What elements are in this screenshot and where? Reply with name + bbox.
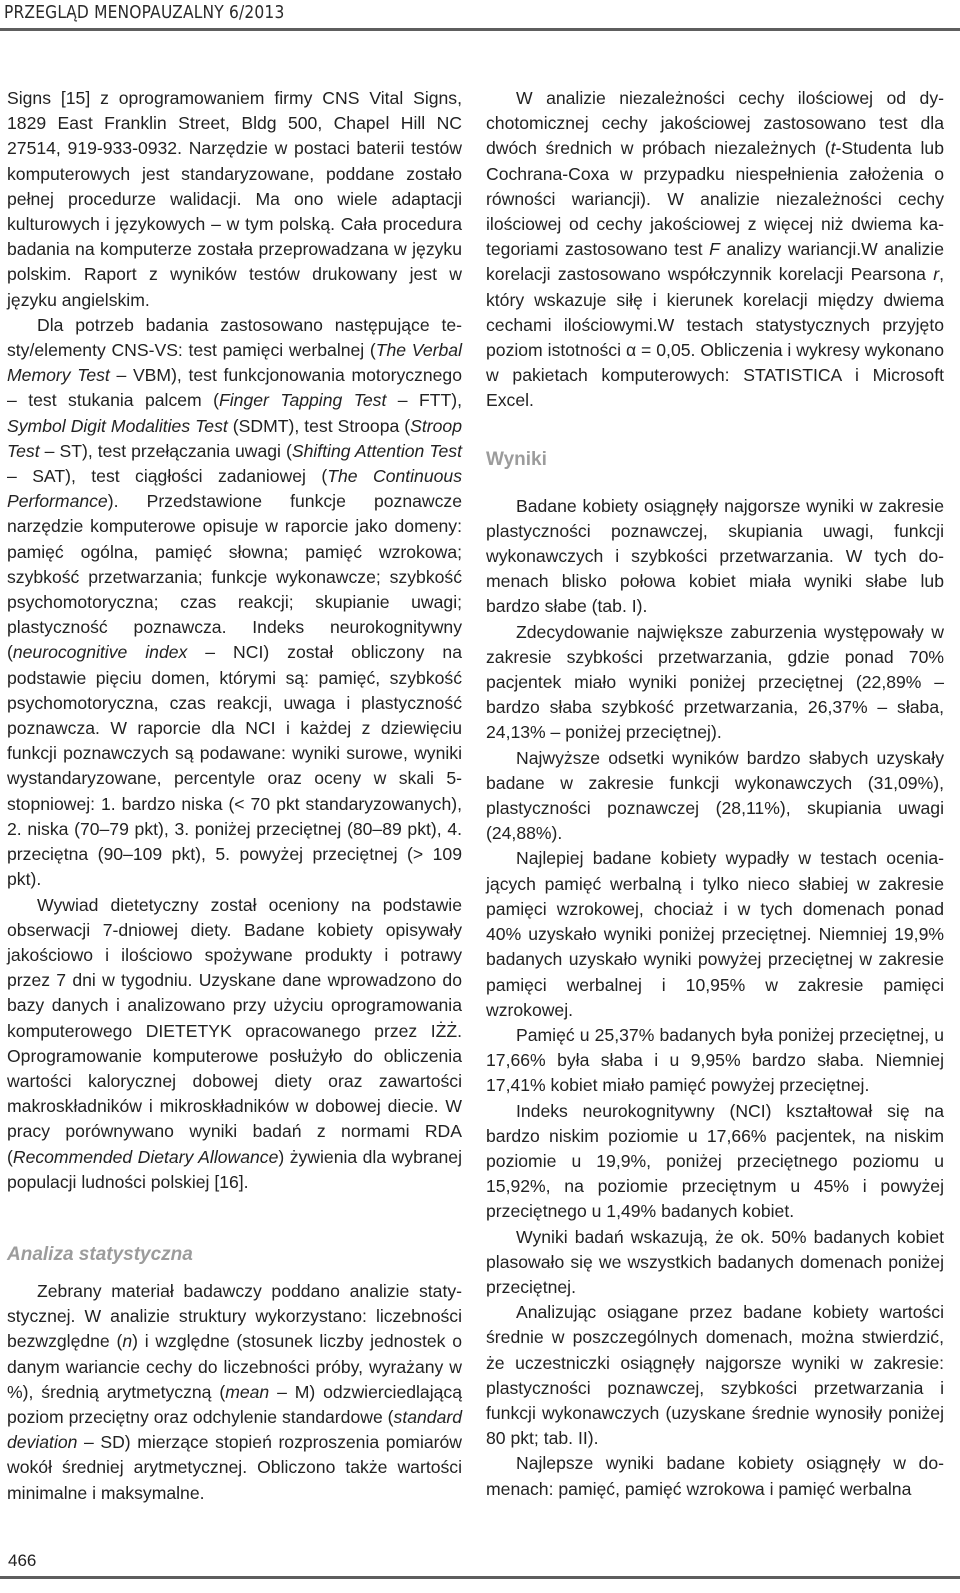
page-number: 466 <box>8 1551 37 1570</box>
paragraph-results-worst: Badane kobiety osiągnęły najgorsze wyniki w zakresie plastyczności poznawczej, skupiania uwagi, funkcji wykonawczych i szybkości przetwarzania. W tych domenach blisko połowa kobiet miała wyniki słabe lub bardzo słabe (tab. I). <box>486 495 944 617</box>
paragraph-independence-tests: W analizie niezależności cechy ilościowej od dychotomicznej cechy jakościowej zastosowano test dla dwóch średnich w próbach niezależnych (t-Studenta lub Cochrana-Coxa w przypadku niespełnienia założenia o równości wariancji). W analizie niezależności cechy ilościowej od cechy jakościowej z więcej niż dwiema kategoriami zastosowano test F analizy wariancji.W analizie korelacji zastosowano współczynnik korelacji Pearsona r, który wskazuje siłę i kierunek korelacji między dwiema cechami ilościowymi.W testach statystycznych przyjęto poziom istotności α = 0,05. Obliczenia i wykresy wykonano w pakietach komputerowych: STATISTICA i Microsoft Excel. <box>486 88 945 411</box>
paragraph-results-memory: Pamięć u 25,37% badanych była poniżej przeciętnej, u 17,66% była słaba i u 9,95% bardzo słaba. Niemniej 17,41% kobiet miało pamięć powyżej przeciętnej. <box>486 1024 944 1096</box>
section-heading-statistical-analysis: Analiza statystyczna <box>7 1243 193 1265</box>
paragraph-results-nci: Indeks neurokognitywny (NCI) kształtował się na bardzo niskim poziomie u 17,66% pacjentek, na niskim poziomie u 19,9%, poniżej przeciętnego poziomu u 15,92%, na poziomie przeciętnym u 45% i powyżej przeciętnego u 1,49% badanych kobiet. <box>486 1100 944 1222</box>
journal-header-title: PRZEGLĄD MENOPAUZALNY 6/2013 <box>4 2 285 23</box>
paragraph-results-best-domains: Najlepsze wyniki badane kobiety osiągnęły w domenach: pamięć, pamięć wzrokowa i pamięć werbalna <box>486 1453 944 1499</box>
paragraph-statistical-methods: Zebrany materiał badawczy poddano analizie statystycznej. W analizie struktury wykorzystano: liczebności bezwzględne (n) i względne (stosunek liczby jednostek o danym wariancie cechy do liczebności próby, wyrażany w %), średnią arytmetyczną (mean – M) odzwierciedlającą poziom przeciętny oraz odchylenie standardowe (standard deviation – SD) mierzące stopień rozproszenia pomiarów wokół średniej arytmetycznej. Obliczono także wartości minimalne i maksymalne. <box>7 1280 462 1503</box>
paragraph-results-processing-speed: Zdecydowanie największe zaburzenia występowały w zakresie szybkości przetwarzania, gdzie ponad 70% pacjentek miało wyniki poniżej przeciętnej (22,89% – bardzo słaba szybkość przetwarzania, 26,37% – słaba, 24,13% – poniżej przeciętnej). <box>486 621 944 743</box>
paragraph-cns-vital-signs: Signs [15] z oprogramowaniem firmy CNS Vital Signs, 1829 East Franklin Street, Bldg 500, Chapel Hill NC 27514, 919-933-0932. Narzędzie w postaci baterii testów komputerowych jest standaryzowane, poddane zostało pełnej procedurze walidacji. Ma ono wiele adaptacji kulturowych i językowych – w tym polską. Cała procedura badania na komputerze została przeprowadzana w języku polskim. Raport z wyników testów drukowany jest w języku angielskim. <box>7 88 462 310</box>
header-divider <box>0 28 960 31</box>
paragraph-diet-interview: Wywiad dietetyczny został oceniony na podstawie obserwacji 7-dniowej diety. Badane kobiety opisywały jakościowo i ilościowo spożywane produkty i potrawy przez 7 dni w tygodniu. Uzyskane dane wprowadzono do bazy danych i analizowano przy użyciu oprogramowania komputerowego DIETETYK opracowanego przez IŻŻ. Oprogramowanie komputerowe posłużyło do obliczenia wartości kalorycznej dobowej diety oraz zawartości makroskładników i mikroskładników w dobowej diecie. W pracy porównywano wyniki badań z normami RDA (Recommended Dietary Allowance) żywienia dla wybranej populacji ludności polskiej [16]. <box>7 894 462 1192</box>
paragraph-results-half: Wyniki badań wskazują, że ok. 50% badanych kobiet plasowało się we wszystkich badanych domenach poniżej przeciętnej. <box>486 1226 944 1297</box>
section-heading-results: Wyniki <box>486 448 547 470</box>
paragraph-results-means: Analizując osiągane przez badane kobiety wartości średnie w poszczególnych domenach, można stwierdzić, że uczestniczki osiągnęły najgorsze wyniki w zakresie: plastyczności poznawczej, szybkości przetwarzania i funkcji wykonawczych (uzyskane średnie wynosiły poniżej 80 pkt; tab. II). <box>486 1302 944 1449</box>
footer-divider <box>0 1576 960 1579</box>
right-column <box>486 86 944 1502</box>
paragraph-cns-tests: Dla potrzeb badania zastosowano następujące testy/elementy CNS-VS: test pamięci werbalnej (The Verbal Memory Test – VBM), test funkcjonowania motorycznego – test stukania palcem (Finger Tapping Test – FTT), Symbol Digit Modalities Test (SDMT), test Stroopa (Stroop Test – ST), test przełączania uwagi (Shifting Attention Test – SAT), test ciągłości zadaniowej (The Continuous Performance). Przedstawione funkcje poznawcze narzędzie komputerowe opisuje w raporcie jako domeny: pamięć ogólna, pamięć słowna; pamięć wzrokowa; szybkość przetwarzania; funkcje wykonawcze; szybkość psychomotoryczna; czas reakcji; skupianie uwagi; plastyczność poznawcza. Indeks neurokognitywny (neurocognitive index – NCI) został obliczony na podstawie pięciu domen, którymi są: pamięć, szybkość psychomotoryczna, czas reakcji, uwaga i plastyczność poznawcza. W raporcie dla NCI i każdej z dziewięciu funkcji poznawczych są podawane: wyniki surowe, wyniki wystandaryzowane, percentyle oraz oceny w skali 5-stopniowej: 1. bardzo niska (< 70 pkt standaryzowanych), 2. niska (70–79 pkt), 3. poniżej przeciętnej (80–89 pkt), 4. przeciętna (90–109 pkt), 5. powyżej przeciętnej (> 109 pkt). <box>7 314 462 890</box>
paragraph-results-best-memory: Najlepiej badane kobiety wypadły w testach oceniających pamięć werbalną i tylko nieco słabiej w zakresie pamięci wzrokowej, chociaż i w tych domenach ponad 40% uzyskało wyniki poniżej przeciętnej. Niemniej 19,9% badanych uzyskało wyniki powyżej przeciętnej w zakresie pamięci werbalnej i 10,95% w zakresie pamięci wzrokowej. <box>486 848 944 1020</box>
left-column <box>7 86 462 1506</box>
paragraph-results-very-weak: Najwyższe odsetki wyników bardzo słabych uzyskały badane w zakresie funkcji wykonawczych (31,09%), plastyczności poznawczej (28,11%), skupiania uwagi (24,88%). <box>486 747 944 844</box>
